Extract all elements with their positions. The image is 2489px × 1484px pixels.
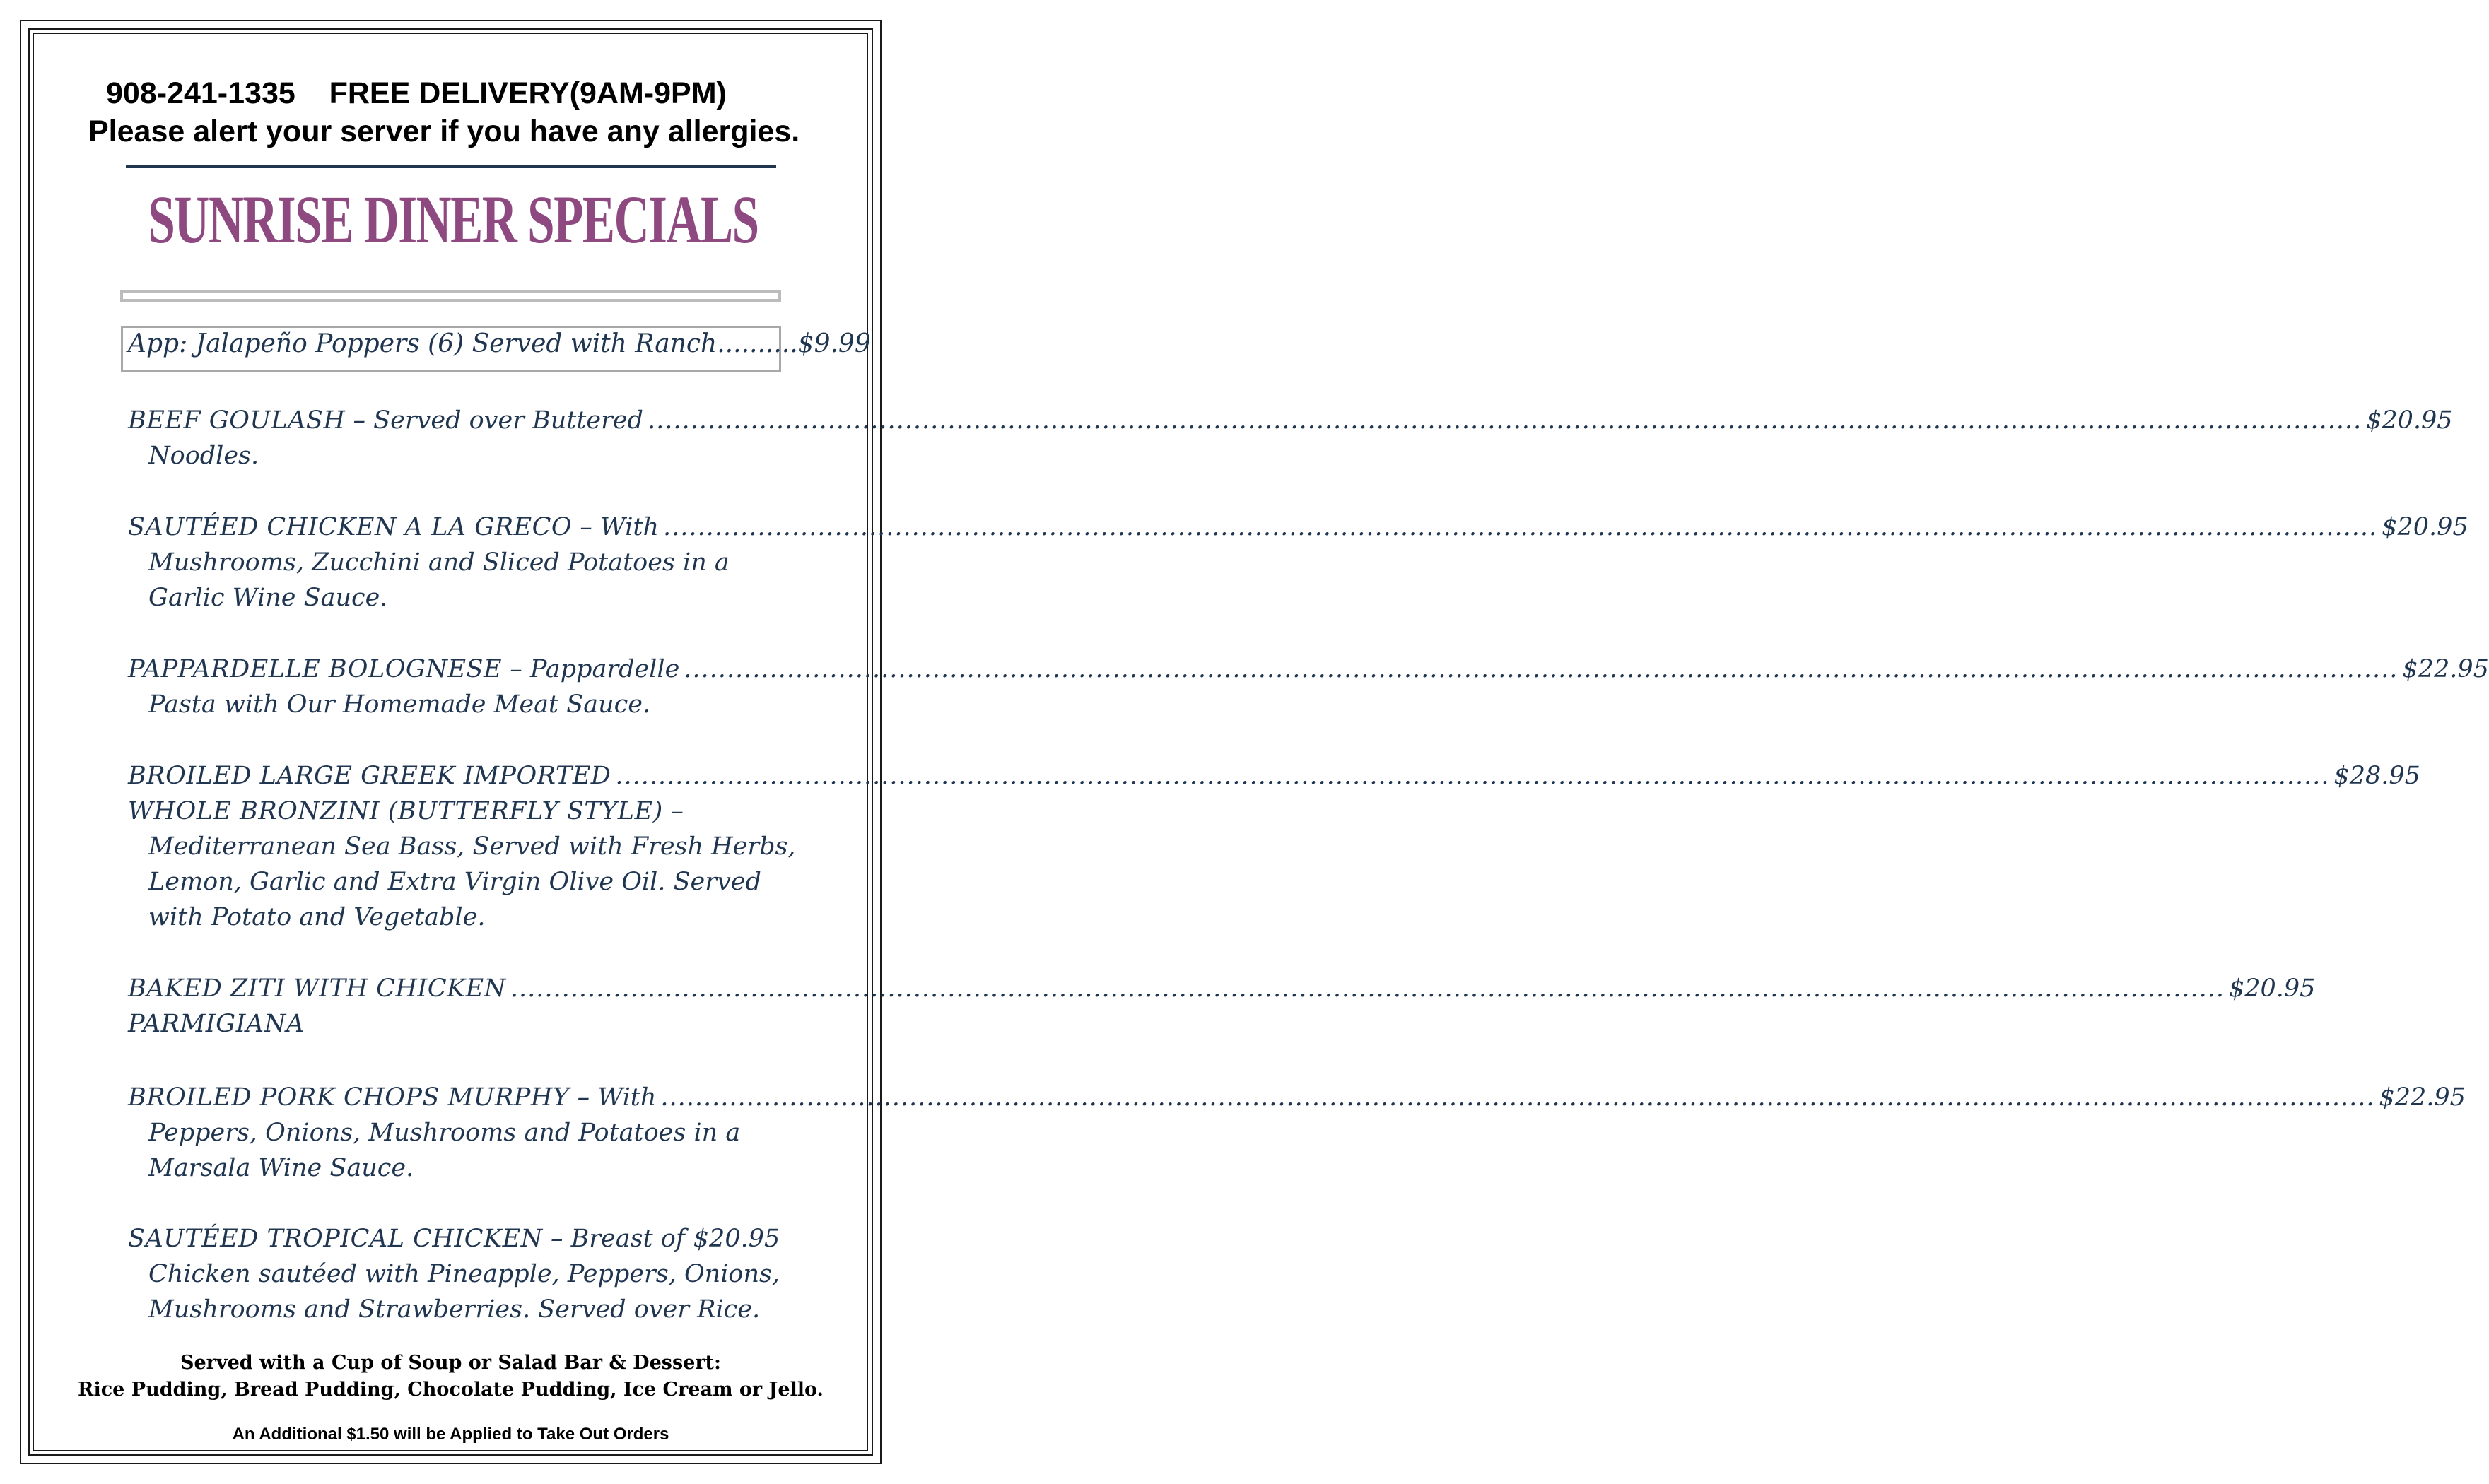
menu-item-headline — [128, 1221, 778, 1256]
menu-item-name: BEEF GOULASH — [128, 406, 346, 435]
menu-item-price: $20.95 — [2228, 974, 2316, 1003]
served-line-2: Rice Pudding, Bread Pudding, Chocolate Pudding, Ice Cream or Jello. — [78, 1379, 824, 1401]
menu-item-headline — [128, 758, 2420, 794]
menu-item-description: Mushrooms, Zucchini and Sliced Potatoes in a — [148, 548, 730, 577]
dot-leader: ........................................................................................................................................................................................................ — [510, 974, 2225, 1003]
menu-item-name-continued: WHOLE BRONZINI (BUTTERFLY STYLE) – — [128, 797, 684, 825]
menu-item-name: BROILED PORK CHOPS MURPHY — [128, 1083, 570, 1112]
menu-item — [128, 510, 2468, 616]
menu-item-name: SAUTÉED CHICKEN A LA GRECO — [128, 513, 573, 541]
header-contact-line — [106, 76, 727, 111]
menu-item-name: SAUTÉED TROPICAL CHICKEN — [128, 1225, 543, 1253]
menu-item-lead: – Pappardelle — [502, 655, 680, 683]
header-divider — [126, 165, 776, 168]
menu-item — [128, 1221, 778, 1327]
dot-leader: ........................................................................................................................................................................................................ — [615, 762, 2330, 790]
served-with-note — [0, 1350, 901, 1403]
menu-item-description: Mediterranean Sea Bass, Served with Fresh Herbs, — [148, 832, 796, 861]
takeout-fee-note: An Additional $1.50 will be Applied to Take Out Orders — [232, 1425, 669, 1444]
allergy-notice: Please alert your server if you have any allergies. — [88, 114, 800, 148]
menu-item — [128, 758, 2420, 935]
menu-item-description: Peppers, Onions, Mushrooms and Potatoes in a — [148, 1119, 741, 1147]
phone-number: 908-241-1335 — [106, 76, 295, 110]
menu-item-lead: – Breast of — [542, 1225, 685, 1253]
served-line-1: Served with a Cup of Soup or Salad Bar & Dessert: — [180, 1352, 721, 1374]
menu-item-lead: – With — [569, 1083, 657, 1112]
menu-item-description: Marsala Wine Sauce. — [148, 1154, 414, 1182]
menu-item-description: with Potato and Vegetable. — [148, 903, 486, 931]
menu-item — [128, 1080, 2466, 1186]
dot-leader: ........................................................................................................................................................................................................ — [684, 655, 2399, 683]
menu-item-price: $20.95 — [693, 1225, 780, 1253]
menu-item-description: Chicken sautéed with Pineapple, Peppers, Onions, — [148, 1260, 780, 1288]
page-title: SUNRISE DINER SPECIALS — [148, 182, 759, 257]
menu-item-description: Lemon, Garlic and Extra Virgin Olive Oil. Served — [148, 868, 761, 896]
dot-leader: ........................................................................................................................................................................................................ — [647, 406, 2362, 435]
menu-item-headline — [128, 403, 2453, 438]
menu-item — [128, 403, 2453, 473]
menu-item-headline — [128, 510, 2468, 545]
menu-item-description: Garlic Wine Sauce. — [148, 584, 388, 612]
menu-item-name: PAPPARDELLE BOLOGNESE — [128, 655, 503, 683]
menu-item-name: BROILED LARGE GREEK IMPORTED — [128, 762, 611, 790]
menu-item-price: $20.95 — [2382, 513, 2468, 541]
appetizer-text: App: Jalapeño Poppers (6) Served with Ranch..........$9.99 — [128, 329, 871, 358]
delivery-hours: FREE DELIVERY(9AM-9PM) — [329, 76, 727, 110]
menu-item-price: $22.95 — [2379, 1083, 2466, 1112]
menu-item-description: Pasta with Our Homemade Meat Sauce. — [148, 690, 651, 719]
menu-item-description: Noodles. — [148, 442, 259, 470]
menu-item-name: BAKED ZITI WITH CHICKEN — [128, 974, 506, 1003]
dot-leader: ........................................................................................................................................................................................................ — [663, 513, 2378, 541]
menu-item-price: $20.95 — [2366, 406, 2453, 435]
menu-item-headline — [128, 652, 2489, 687]
menu-item-description: Mushrooms and Strawberries. Served over Rice. — [148, 1295, 761, 1324]
menu-item-lead: – Served over Buttered — [345, 406, 643, 435]
dot-leader: ........................................................................................................................................................................................................ — [660, 1083, 2375, 1112]
menu-item — [128, 652, 2489, 722]
menu-item-headline — [128, 1080, 2466, 1115]
menu-item — [128, 971, 2316, 1042]
menu-item-lead: – With — [572, 513, 660, 541]
title-underline-bar — [120, 290, 781, 302]
menu-item-headline — [128, 971, 2316, 1006]
menu-item-name-continued: PARMIGIANA — [128, 1010, 305, 1038]
menu-item-price: $22.95 — [2402, 655, 2489, 683]
menu-item-price: $28.95 — [2333, 762, 2420, 790]
